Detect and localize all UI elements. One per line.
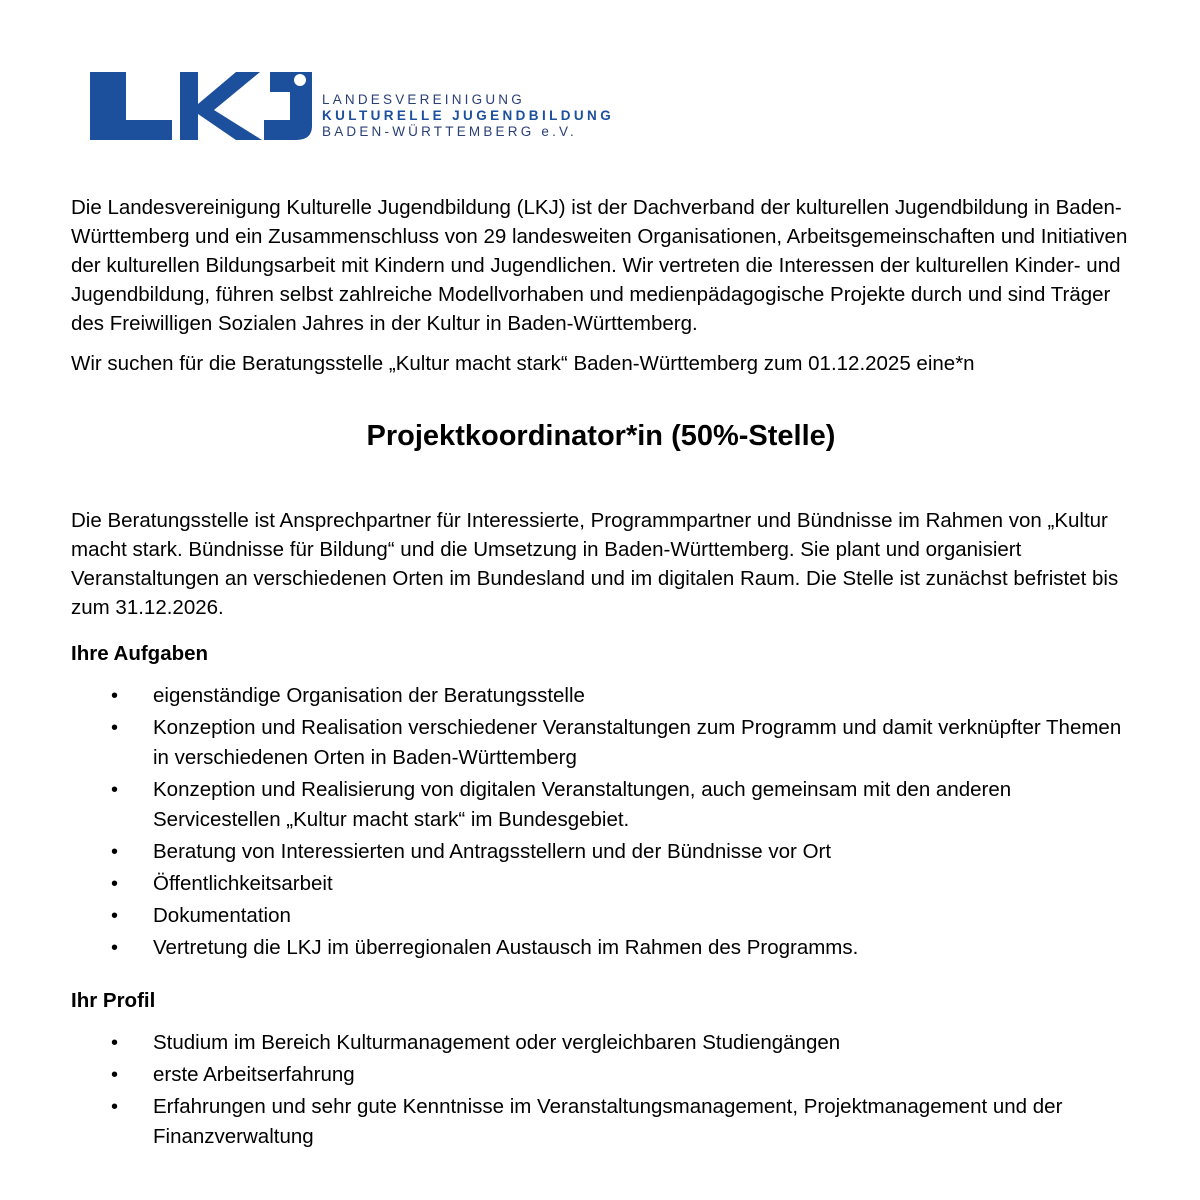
task-item: • Vertretung die LKJ im überregionalen Austausch im Rahmen des Programms. (71, 933, 1131, 963)
description-paragraph: Die Beratungsstelle ist Ansprechpartner für Interessierte, Programmpartner und Bündnisse im Rahmen von „Kultur macht stark. Bündnisse für Bildung“ und die Umsetzung in Baden-Württemberg. Sie plant und organisiert Veranstaltungen an verschiedenen Orten im Bundesland und im digitalen Raum. Die Stelle ist zunächst befristet bis zum 31.12.2026. (71, 509, 1119, 619)
tasks-list (71, 681, 1131, 963)
profile-item: • erste Arbeitserfahrung (71, 1060, 1131, 1090)
profile-item: • Studium im Bereich Kulturmanagement oder vergleichbaren Studiengängen (71, 1028, 1131, 1058)
intro-paragraph: Die Landesvereinigung Kulturelle Jugendbildung (LKJ) ist der Dachverband der kulturellen Jugendbildung in Baden-Württemberg und ein Zusammenschluss von 29 landesweiten Organisationen, Arbeitsgemeinschaften und Initiativen der kulturellen Bildungsarbeit mit Kindern und Jugendlichen. Wir vertreten die Interessen der kulturellen Kinder- und Jugendbildung, führen selbst zahlreiche Modellvorhaben und medienpädagogische Projekte durch und sind Träger des Freiwilligen Sozialen Jahres in der Kultur in Baden-Württemberg. (71, 196, 1128, 335)
lkj-logo (72, 52, 704, 162)
logo-text (322, 92, 614, 140)
task-item: • eigenständige Organisation der Beratungsstelle (71, 681, 1131, 711)
tasks-heading: Ihre Aufgaben (71, 642, 209, 665)
lkj-logo-mark (86, 70, 316, 142)
profile-list (71, 1028, 1131, 1152)
logo-line-1: LANDESVEREINIGUNG (322, 92, 525, 107)
search-line: Wir suchen für die Beratungsstelle „Kultur macht stark“ Baden-Württemberg zum 01.12.2025 eine*n (71, 352, 975, 375)
logo-line-3: BADEN-WÜRTTEMBERG e.V. (322, 124, 577, 139)
task-item: • Öffentlichkeitsarbeit (71, 869, 1131, 899)
task-item: • Dokumentation (71, 901, 1131, 931)
document-body (71, 193, 1131, 1154)
logo-line-2: KULTURELLE JUGENDBILDUNG (322, 108, 615, 123)
job-title: Projektkoordinator*in (50%-Stelle) (366, 420, 836, 452)
profile-item: • Erfahrungen und sehr gute Kenntnisse im Veranstaltungsmanagement, Projektmanagement und der Finanzverwaltung (71, 1092, 1131, 1152)
task-item: • Beratung von Interessierten und Antragsstellern und der Bündnisse vor Ort (71, 837, 1131, 867)
task-item: • Konzeption und Realisierung von digitalen Veranstaltungen, auch gemeinsam mit den anderen Servicestellen „Kultur macht stark“ im Bundesgebiet. (71, 775, 1131, 835)
profile-heading: Ihr Profil (71, 989, 156, 1012)
task-item: • Konzeption und Realisation verschiedener Veranstaltungen zum Programm und damit verknüpfter Themen in verschiedenen Orten in Baden-Württemberg (71, 713, 1131, 773)
